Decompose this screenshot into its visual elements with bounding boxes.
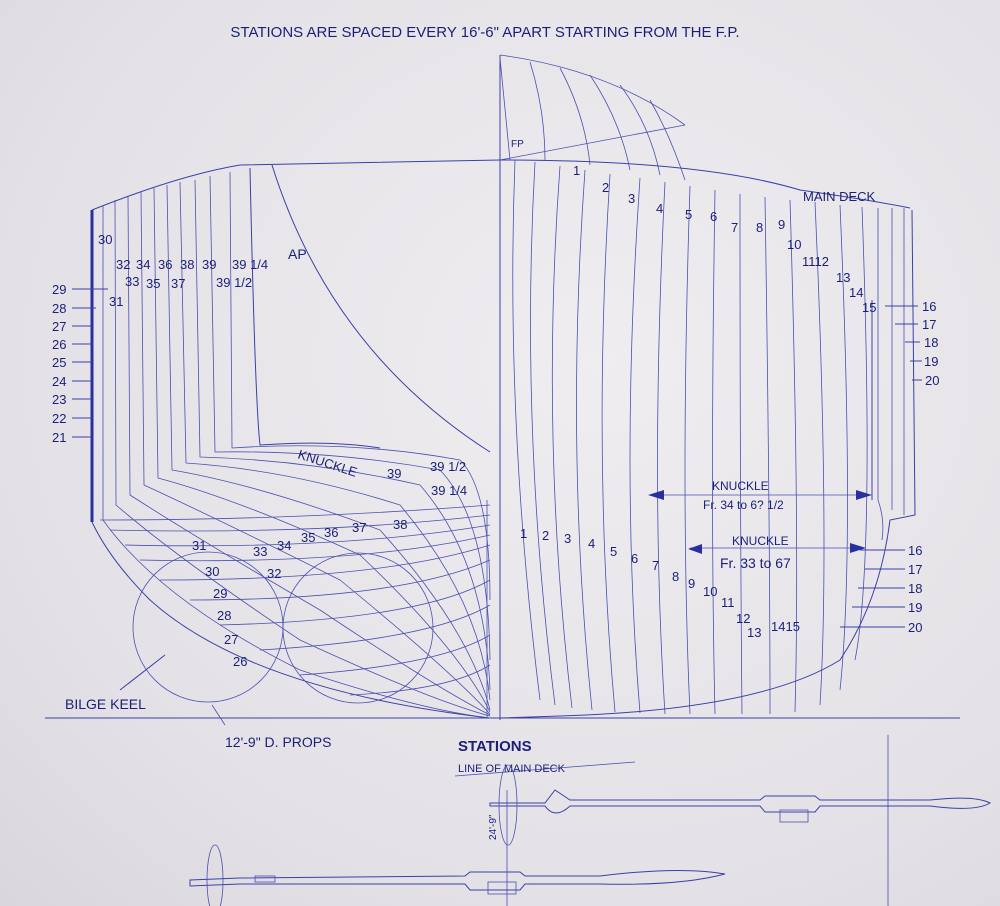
bilge-keel-label: BILGE KEEL	[65, 696, 146, 712]
wl-label: 28	[52, 301, 67, 316]
station-label: 1415	[771, 619, 800, 634]
wl-label: 17	[922, 317, 937, 332]
knuckle-label-1: KNUCKLE	[712, 479, 769, 493]
station-label: 8	[672, 569, 680, 584]
station-label: 1	[573, 163, 581, 178]
station-label: 5	[610, 544, 618, 559]
station-label: 14	[849, 285, 864, 300]
wl-label: 19	[908, 600, 923, 615]
station-label: 28	[217, 608, 232, 623]
wl-label: 24	[52, 374, 67, 389]
station-label: 10	[787, 237, 802, 252]
station-label: 33	[125, 274, 140, 289]
upper-shaft-view	[490, 765, 990, 845]
station-label: 34	[277, 538, 292, 553]
wl-label: 20	[908, 620, 923, 635]
station-label: 27	[224, 632, 239, 647]
lower-shaft-view	[190, 845, 725, 906]
aft-side-waterlines	[52, 282, 108, 445]
drawing-title: STATIONS ARE SPACED EVERY 16'-6" APART STARTING FROM THE F.P.	[230, 24, 740, 41]
fp-label: FP	[511, 139, 524, 150]
aft-knuckle-station-labels	[387, 459, 467, 498]
forward-sections	[500, 160, 915, 718]
dim-24-9-label: 24'-9"	[488, 814, 499, 840]
station-label: 9	[778, 217, 786, 232]
wl-label: 22	[52, 411, 67, 426]
wl-label: 21	[52, 430, 67, 445]
station-label: 4	[588, 536, 596, 551]
station-label: 31	[109, 294, 124, 309]
stations-heading: STATIONS	[458, 738, 532, 755]
station-label: 3	[564, 531, 572, 546]
ap-label: AP	[288, 246, 307, 262]
station-label: 2	[542, 528, 550, 543]
props-label: 12'-9" D. PROPS	[225, 734, 332, 750]
wl-label: 20	[925, 373, 940, 388]
stem-profile	[500, 55, 685, 180]
station-label: 15	[862, 300, 877, 315]
station-label: 6	[710, 209, 718, 224]
knuckle-label-2: KNUCKLE	[732, 534, 789, 548]
station-label: 26	[233, 654, 248, 669]
station-label: 7	[731, 220, 739, 235]
aft-knuckle-label: KNUCKLE	[296, 446, 360, 480]
station-label: 38	[393, 517, 408, 532]
wl-label: 19	[924, 354, 939, 369]
station-label: 4	[656, 201, 664, 216]
wl-label: 23	[52, 392, 67, 407]
station-label: 8	[756, 220, 764, 235]
station-label: 13	[747, 625, 762, 640]
wl-label: 17	[908, 562, 923, 577]
station-label: 30	[98, 232, 113, 247]
wl-label: 18	[924, 335, 939, 350]
station-label: 29	[213, 586, 228, 601]
wl-label: 29	[52, 282, 67, 297]
station-label: 32	[267, 566, 282, 581]
station-label: 39 1/2	[430, 459, 467, 474]
wl-label: 25	[52, 355, 67, 370]
knuckle-range-2: Fr. 33 to 67	[720, 555, 791, 571]
fwd-upper-station-labels	[573, 163, 876, 315]
station-label: 36	[324, 525, 339, 540]
station-label: 36	[158, 257, 173, 272]
station-label: 39 1/4	[431, 483, 468, 498]
wl-label: 27	[52, 319, 67, 334]
station-label: 1	[520, 526, 528, 541]
station-label: 5	[685, 207, 693, 222]
station-label: 37	[352, 520, 367, 535]
station-label: 12	[736, 611, 751, 626]
station-label: 35	[146, 276, 161, 291]
wl-label: 26	[52, 337, 67, 352]
station-label: 38	[180, 257, 195, 272]
wl-label: 16	[908, 543, 923, 558]
station-label: 1112	[802, 254, 829, 269]
station-label: 13	[836, 270, 851, 285]
station-label: 33	[253, 544, 268, 559]
station-label: 39	[387, 466, 402, 481]
bilge-keel-leader	[120, 655, 165, 690]
station-label: 6	[631, 551, 639, 566]
station-label: 7	[652, 558, 660, 573]
station-label: 39 1/2	[216, 275, 253, 290]
station-label: 10	[703, 584, 718, 599]
station-label: 3	[628, 191, 636, 206]
station-label: 32	[116, 257, 131, 272]
station-label: 30	[205, 564, 220, 579]
fwd-knuckle-annotations	[648, 479, 872, 571]
fwd-side-waterlines	[840, 299, 939, 635]
station-label: 31	[192, 538, 207, 553]
station-label: 39 1/4	[232, 257, 269, 272]
station-label: 34	[136, 257, 151, 272]
line-of-main-deck-label: LINE OF MAIN DECK	[458, 763, 565, 775]
wl-label: 18	[908, 581, 923, 596]
main-deck-label: MAIN DECK	[803, 189, 876, 204]
props-leader	[212, 705, 225, 725]
aft-sections	[92, 160, 500, 718]
station-label: 9	[688, 576, 696, 591]
station-label: 39	[202, 257, 217, 272]
station-label: 37	[171, 276, 186, 291]
station-label: 2	[602, 180, 610, 195]
station-label: 11	[721, 595, 735, 610]
station-label: 35	[301, 530, 316, 545]
knuckle-range-1: Fr. 34 to 6? 1/2	[703, 498, 784, 512]
aft-upper-station-labels	[98, 232, 268, 309]
wl-label: 16	[922, 299, 937, 314]
